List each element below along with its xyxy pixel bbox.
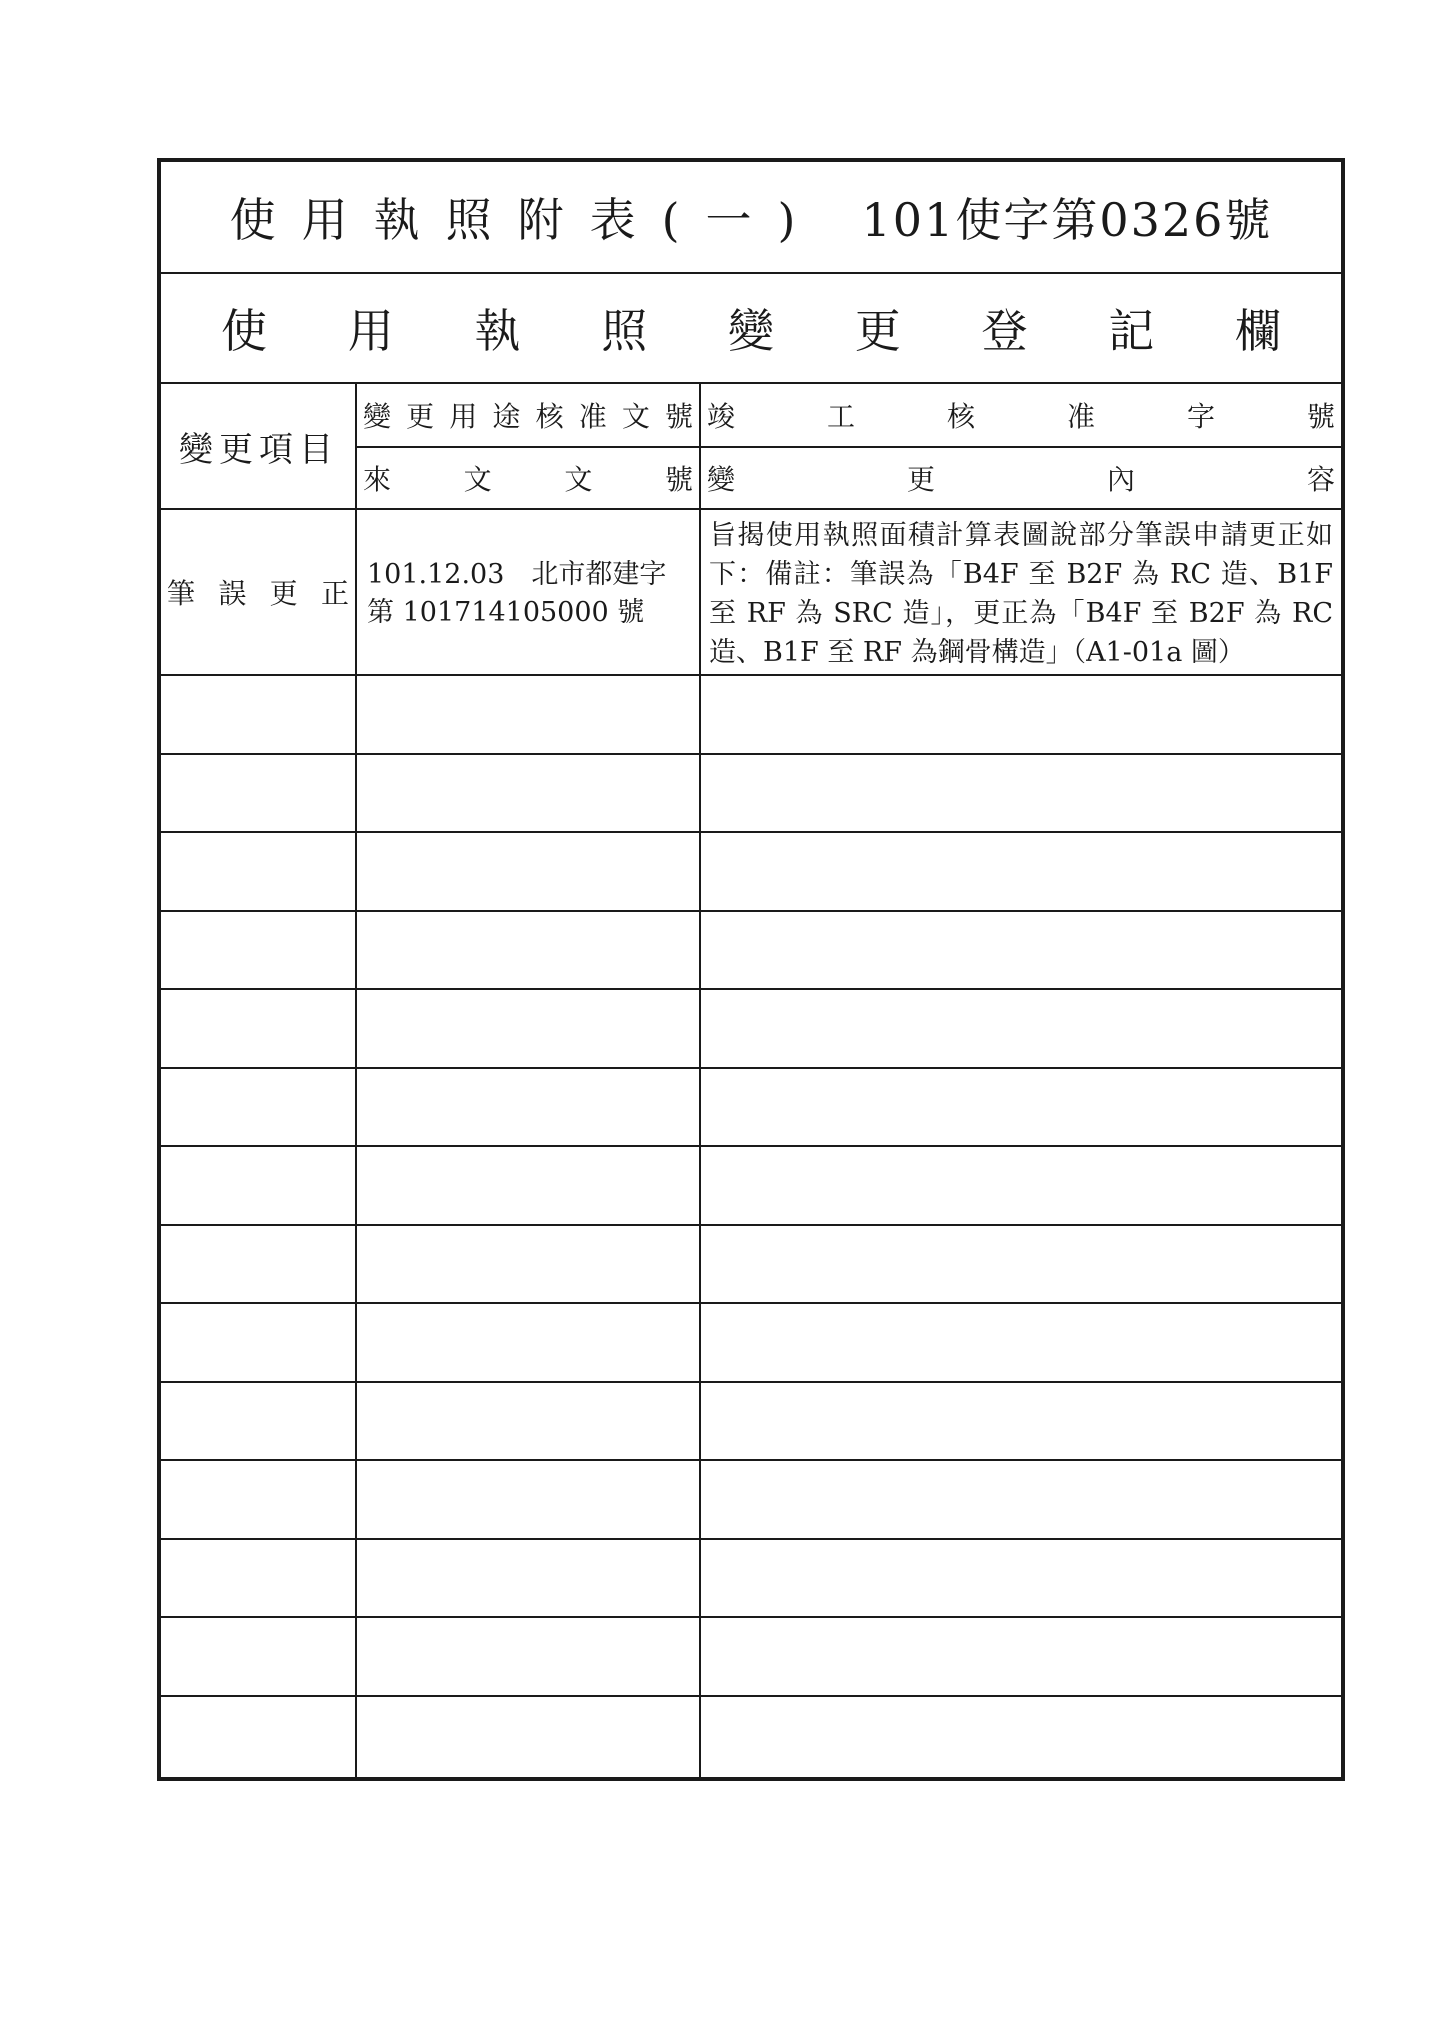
header-char: 號 bbox=[1306, 400, 1335, 433]
header-char: 更 bbox=[906, 463, 935, 496]
header-char: 更 bbox=[406, 400, 435, 433]
row-line bbox=[161, 1145, 1341, 1147]
header-char: 竣 bbox=[707, 400, 736, 433]
form-title bbox=[161, 162, 1341, 274]
subtitle-char: 執 bbox=[474, 304, 521, 358]
header-char: 文 bbox=[463, 463, 492, 496]
row-line bbox=[161, 1459, 1341, 1461]
form-title-text: 使用執照附表(一) bbox=[229, 193, 822, 247]
entry-doc-number: 101.12.03 北市都建字 第 101714105000 號 bbox=[367, 559, 667, 628]
header-char: 文 bbox=[564, 463, 593, 496]
row-line bbox=[161, 1302, 1341, 1304]
header-approval-doc-number bbox=[357, 384, 699, 446]
header-char: 途 bbox=[492, 400, 521, 433]
header-char: 變 bbox=[707, 463, 736, 496]
subtitle-char: 用 bbox=[347, 304, 394, 358]
subtitle-char: 照 bbox=[601, 304, 648, 358]
header-char: 核 bbox=[946, 400, 975, 433]
header-char: 號 bbox=[664, 463, 693, 496]
header-completion-approval-number bbox=[701, 384, 1341, 446]
subtitle-char: 登 bbox=[981, 304, 1028, 358]
header-char: 內 bbox=[1106, 463, 1135, 496]
row-line bbox=[161, 1224, 1341, 1226]
entry-item-char: 筆 bbox=[167, 577, 196, 610]
entry-change-item bbox=[161, 510, 355, 674]
subtitle-char: 記 bbox=[1108, 304, 1155, 358]
row-line bbox=[161, 831, 1341, 833]
header-char: 來 bbox=[363, 463, 392, 496]
entry-change-content: 旨揭使用執照面積計算表圖說部分筆誤申請更正如下：備註：筆誤為「B4F 至 B2F 為 RC 造、B1F 至 RF 為 SRC 造」，更正為「B4F 至 B2F 為 RC 造、B1F 至 RF 為鋼骨構造」（A1-01a 圖） bbox=[709, 520, 1333, 668]
subtitle-char: 欄 bbox=[1235, 304, 1281, 358]
header-incoming-doc-number bbox=[357, 448, 699, 508]
row-line bbox=[161, 910, 1341, 912]
header-change-content bbox=[701, 448, 1341, 508]
form-subtitle bbox=[161, 274, 1341, 384]
row-line bbox=[161, 753, 1341, 755]
header-char: 文 bbox=[621, 400, 650, 433]
header-char: 容 bbox=[1306, 463, 1335, 496]
row-line bbox=[161, 1695, 1341, 1697]
subtitle-char: 使 bbox=[221, 304, 267, 358]
row-line bbox=[161, 1616, 1341, 1618]
header-change-item: 變更項目 bbox=[179, 429, 339, 470]
row-line bbox=[161, 1381, 1341, 1383]
header-char: 用 bbox=[449, 400, 478, 433]
header-char: 變 bbox=[363, 400, 392, 433]
permit-change-form bbox=[157, 158, 1345, 1781]
header-char: 核 bbox=[535, 400, 564, 433]
row-line bbox=[161, 1067, 1341, 1069]
row-line bbox=[161, 988, 1341, 990]
row-line bbox=[161, 674, 1341, 676]
permit-number: 101使字第0326號 bbox=[861, 193, 1273, 247]
header-char: 准 bbox=[1066, 400, 1095, 433]
header-char: 工 bbox=[826, 400, 855, 433]
header-char: 號 bbox=[664, 400, 693, 433]
subtitle-char: 變 bbox=[728, 304, 774, 358]
subtitle-char: 更 bbox=[854, 304, 901, 358]
header-char: 字 bbox=[1186, 400, 1215, 433]
entry-item-char: 誤 bbox=[218, 577, 247, 610]
entry-item-char: 更 bbox=[269, 577, 298, 610]
header-char: 准 bbox=[578, 400, 607, 433]
row-line bbox=[161, 1538, 1341, 1540]
entry-item-char: 正 bbox=[320, 577, 349, 610]
